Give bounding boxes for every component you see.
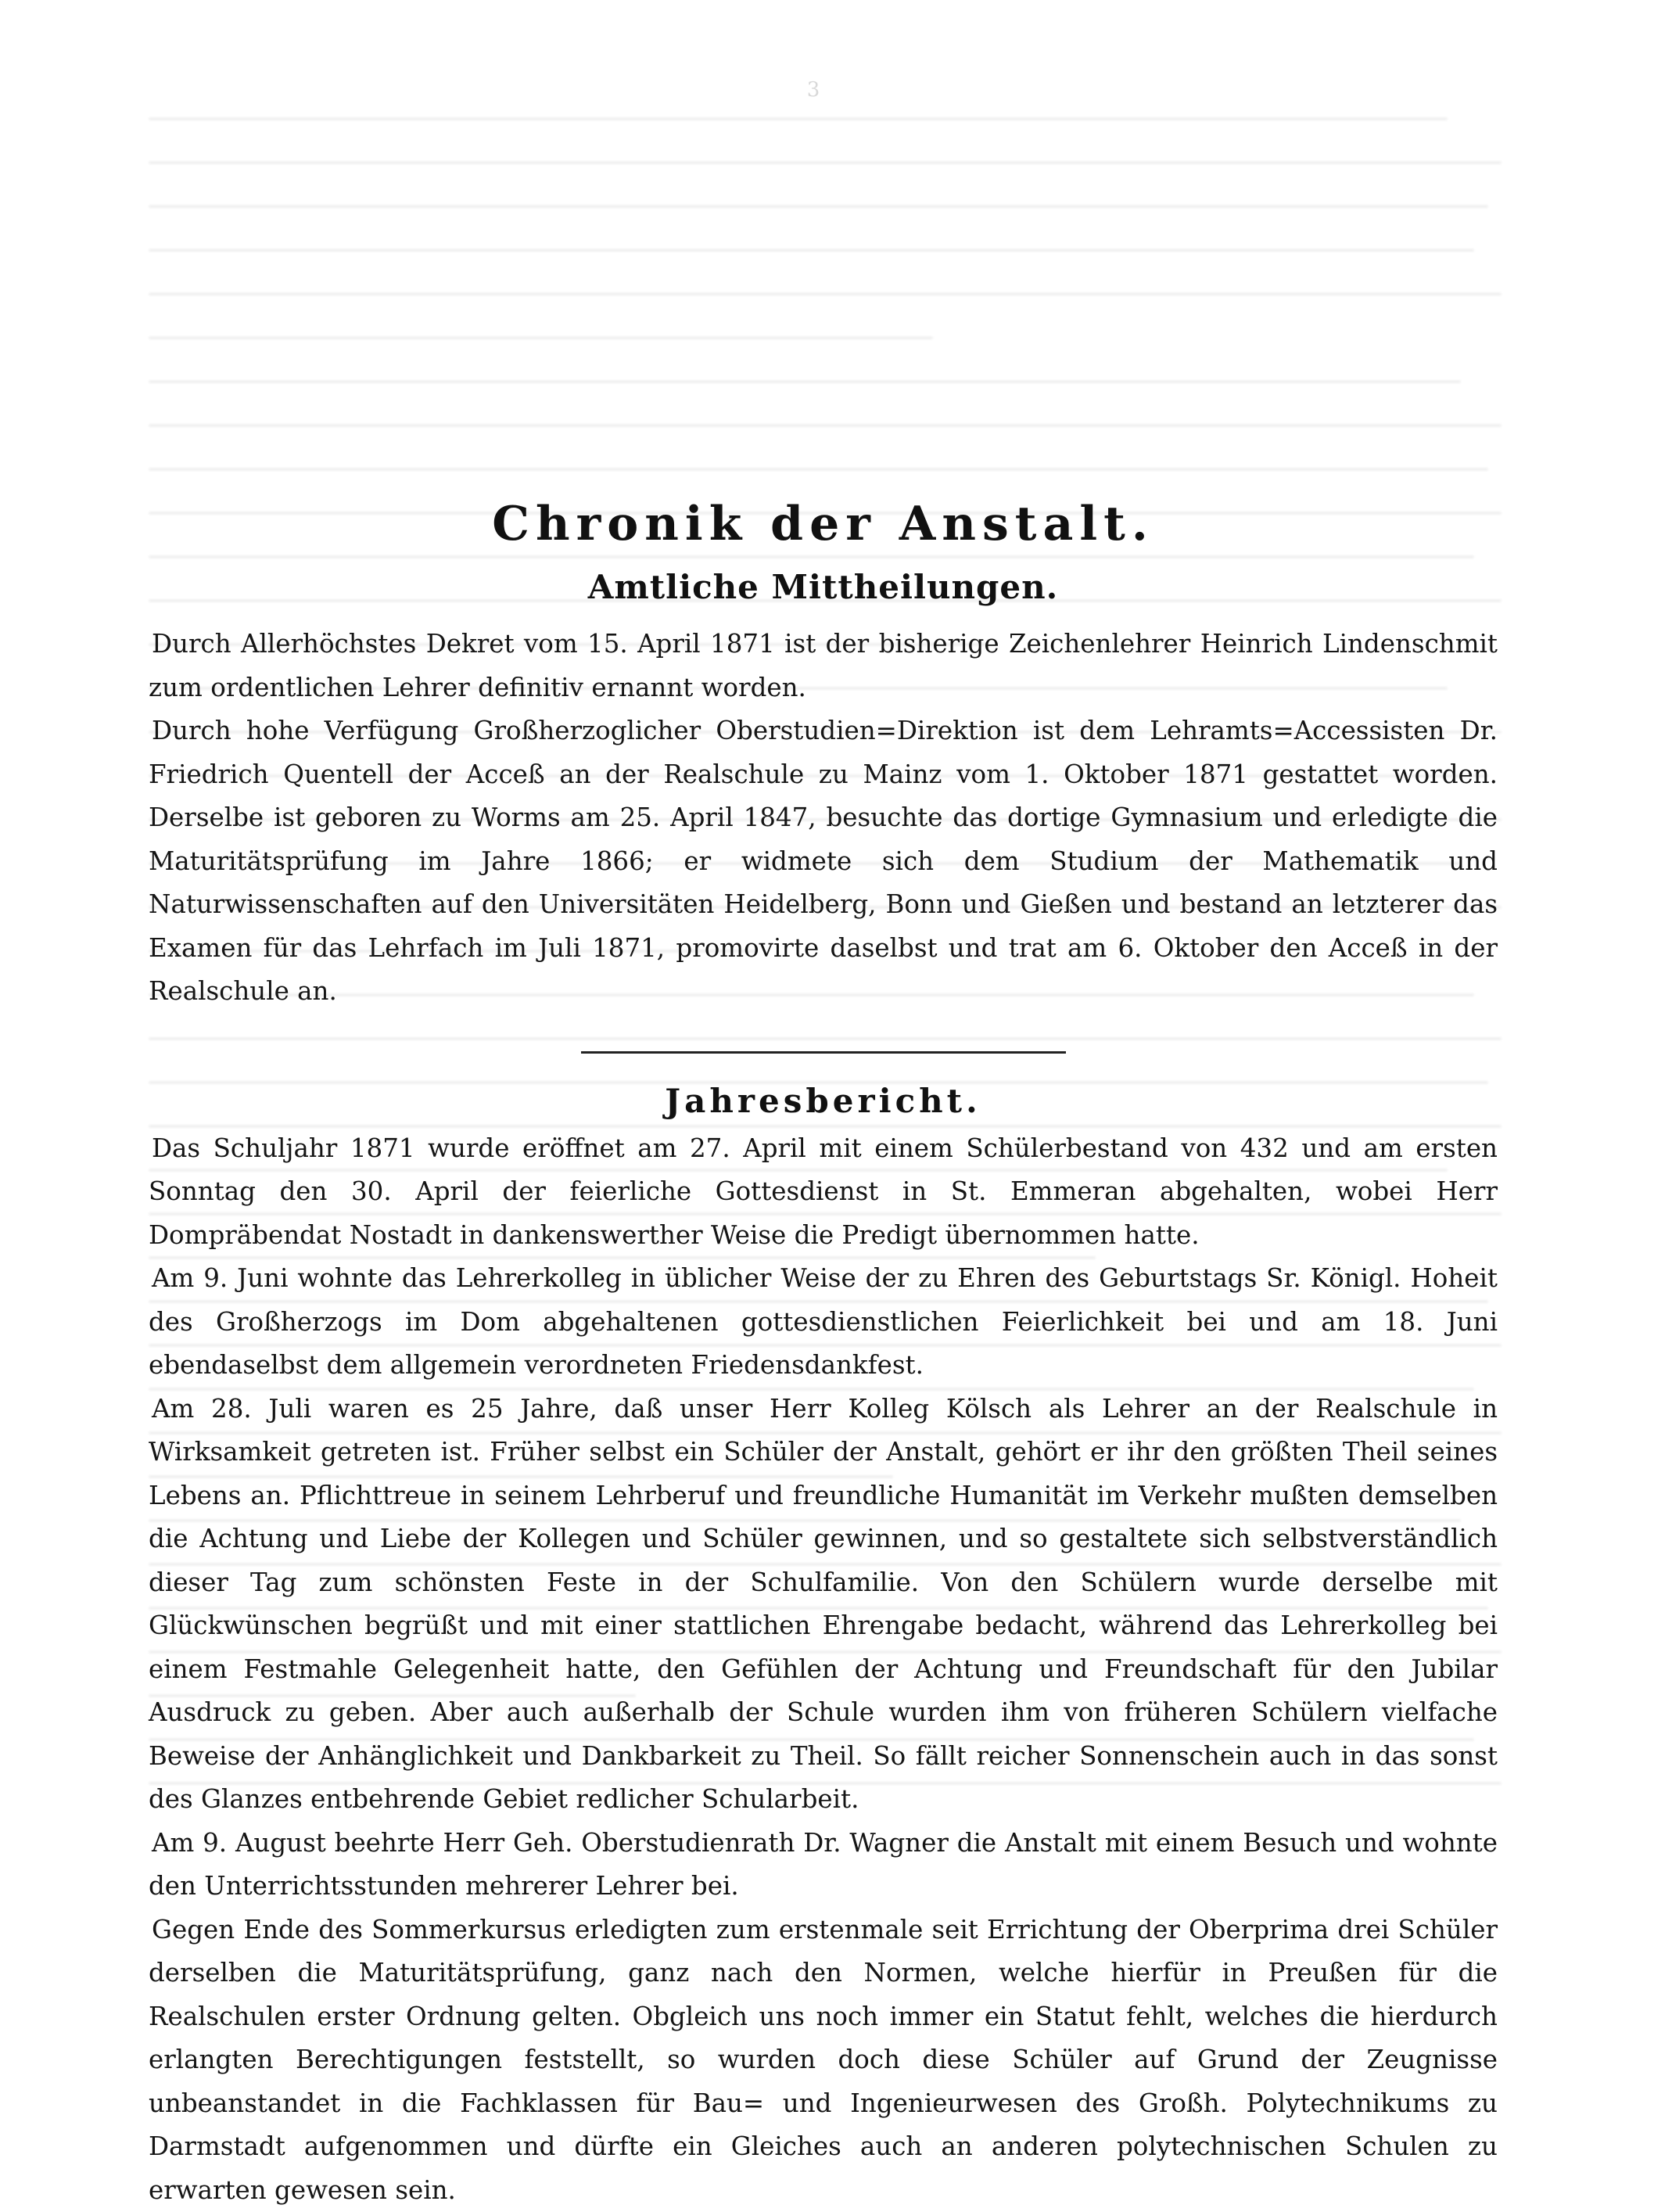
section-divider <box>581 1051 1066 1054</box>
paragraph-geburtstag: Am 9. Juni wohnte das Lehrerkolleg in üblicher Weise der zu Ehren des Geburtstags Sr. Königl. Hoheit des Großherzogs im Dom abgehaltenen gottesdienstlichen Feierlichkeit bei und am 18. Juni ebendaselbst dem allgemein verordneten Friedensdankfest. <box>149 1257 1498 1388</box>
page-number: 3 <box>790 78 837 102</box>
document-page <box>149 501 1498 2212</box>
chronik-section <box>149 501 1498 1014</box>
paragraph-schuljahr: Das Schuljahr 1871 wurde eröffnet am 27. April mit einem Schülerbestand von 432 und am ersten Sonntag den 30. April der feierliche Gottesdienst in St. Emmeran abgehalten, wobei Herr Dompräbendat Nostadt in dankenswerther Weise die Predigt übernommen hatte. <box>149 1127 1498 1258</box>
paragraph-quentell: Durch hohe Verfügung Großherzoglicher Oberstudien=Direktion ist dem Lehramts=Accessisten Dr. Friedrich Quentell der Acceß an der Realschule zu Mainz vom 1. Oktober 1871 gestattet worden. Derselbe ist geboren zu Worms am 25. April 1847, besuchte das dortige Gymnasium und erledigte die Maturitätsprüfung im Jahre 1866; er widmete sich dem Studium der Mathematik und Naturwissenschaften auf den Universitäten Heidelberg, Bonn und Gießen und bestand an letzterer das Examen für das Lehrfach im Juli 1871, promovirte daselbst und trat am 6. Oktober den Acceß in der Realschule an. <box>149 709 1498 1014</box>
paragraph-jubilaeum: Am 28. Juli waren es 25 Jahre, daß unser Herr Kolleg Kölsch als Lehrer an der Realschule in Wirksamkeit getreten ist. Früher selbst ein Schüler der Anstalt, gehört er ihr den größten Theil seines Lebens an. Pflichttreue in seinem Lehrberuf und freundliche Humanität im Verkehr mußten demselben die Achtung und Liebe der Kollegen und Schüler gewinnen, und so gestaltete sich selbstverständlich dieser Tag zum schönsten Feste in der Schulfamilie. Von den Schülern wurde derselbe mit Glückwünschen begrüßt und mit einer stattlichen Ehrengabe bedacht, während das Lehrerkolleg bei einem Festmahle Gelegenheit hatte, den Gefühlen der Achtung und Freundschaft für den Jubilar Ausdruck zu geben. Aber auch außerhalb der Schule wurden ihm von früheren Schülern vielfache Beweise der Anhänglichkeit und Dankbarkeit zu Theil. So fällt reicher Sonnenschein auch in das sonst des Glanzes entbehrende Gebiet redlicher Schularbeit. <box>149 1388 1498 1822</box>
paragraph-maturitaet: Gegen Ende des Sommerkursus erledigten zum erstenmale seit Errichtung der Oberprima drei Schüler derselben die Maturitätsprüfung, ganz nach den Normen, welche hierfür in Preußen für die Realschulen erster Ordnung gelten. Obgleich uns noch immer ein Statut fehlt, welches die hierdurch erlangten Berechtigungen feststellt, so wurden doch diese Schüler auf Grund der Zeugnisse unbeanstandet in die Fachklassen für Bau= und Ingenieurwesen des Großh. Polytechnikums zu Darmstadt aufgenommen und dürfte ein Gleiches auch an anderen polytechnischen Schulen zu erwarten gewesen sein. <box>149 1909 1498 2212</box>
paragraph-besuch: Am 9. August beehrte Herr Geh. Oberstudienrath Dr. Wagner die Anstalt mit einem Besuch und wohnte den Unterrichtsstunden mehrerer Lehrer bei. <box>149 1822 1498 1909</box>
amtliche-mittheilungen-heading: Amtliche Mittheilungen. <box>149 571 1498 604</box>
jahresbericht-heading: Jahresbericht. <box>149 1085 1498 1118</box>
chronik-title: Chronik der Anstalt. <box>149 501 1498 548</box>
jahresbericht-section <box>149 1085 1498 2212</box>
paragraph-lindenschmit: Durch Allerhöchstes Dekret vom 15. April 1871 ist der bisherige Zeichenlehrer Heinrich Lindenschmit zum ordentlichen Lehrer definitiv ernannt worden. <box>149 623 1498 709</box>
